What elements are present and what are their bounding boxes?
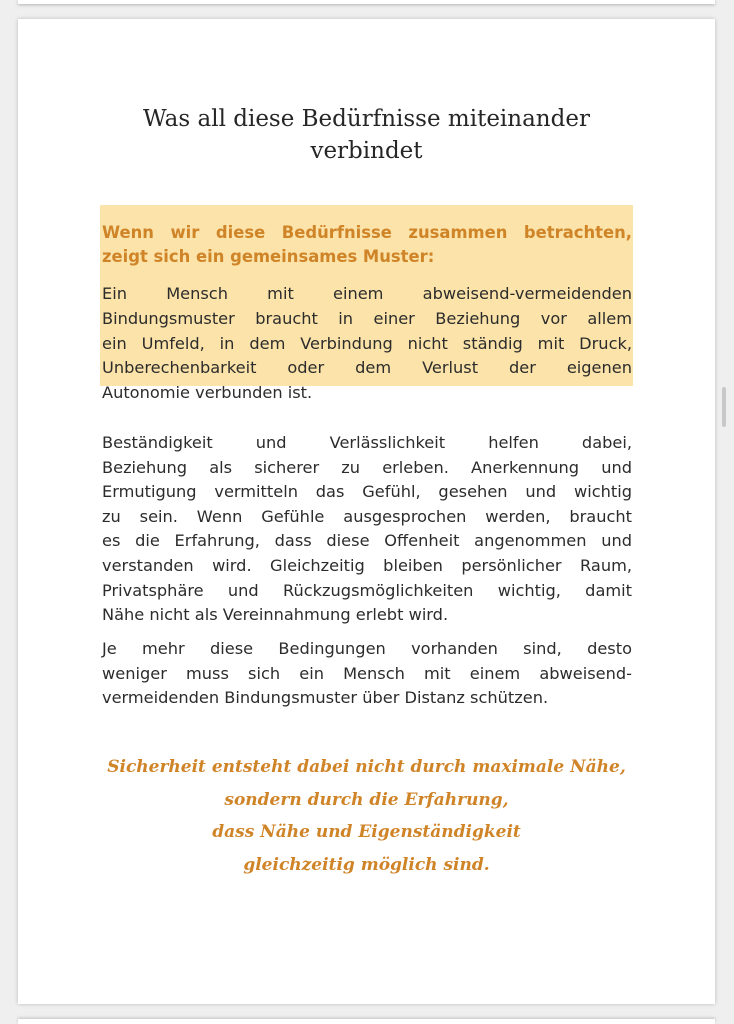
- paragraph-line: verstanden wird. Gleichzeitig bleiben persönlicher Raum,: [102, 555, 632, 575]
- paragraph-line: Ermutigung vermitteln das Gefühl, gesehen und wichtig: [102, 482, 632, 502]
- paragraph-line: Beständigkeit und Verlässlichkeit helfen dabei,: [102, 433, 632, 452]
- paragraph-line: Je mehr diese Bedingungen vorhanden sind, desto: [102, 639, 632, 658]
- highlight-body: [102, 282, 632, 406]
- paragraph-line: Privatsphäre und Rückzugsmöglichkeiten wichtig, damit: [102, 580, 632, 600]
- quote-line: gleichzeitig möglich sind.: [243, 854, 490, 875]
- vertical-scrollbar[interactable]: [722, 387, 726, 427]
- highlight-box: [100, 205, 633, 403]
- quote-line: dass Nähe und Eigenständigkeit: [212, 822, 521, 842]
- document-page: [18, 19, 715, 1004]
- paragraph-line: zu sein. Wenn Gefühle ausgesprochen werden, braucht: [102, 506, 632, 526]
- title-line: verbindet: [310, 138, 423, 164]
- highlight-heading-line: Wenn wir diese Bedürfnisse zusammen betrachten,: [102, 223, 632, 242]
- body-paragraph-2: [102, 637, 632, 711]
- highlight-body-line: Unberechenbarkeit oder dem Verlust der eigenen: [102, 358, 632, 378]
- highlight-body-line: ein Umfeld, in dem Verbindung nicht ständig mit Druck,: [102, 333, 632, 353]
- previous-page-edge: [18, 0, 715, 4]
- highlight-heading-line: zeigt sich ein gemeinsames Muster:: [102, 247, 435, 266]
- highlight-heading: [102, 221, 632, 269]
- body-paragraph-1: [102, 431, 632, 628]
- closing-quote: [18, 751, 715, 881]
- page-title: [18, 103, 715, 167]
- paragraph-line: vermeidenden Bindungsmuster über Distanz schützen.: [102, 688, 549, 708]
- paragraph-line: es die Erfahrung, dass diese Offenheit angenommen und: [102, 531, 632, 551]
- highlight-body-line: Autonomie verbunden ist.: [102, 383, 313, 403]
- title-line: Was all diese Bedürfnisse miteinander: [143, 106, 590, 132]
- paragraph-line: Nähe nicht als Vereinnahmung erlebt wird.: [102, 605, 449, 625]
- paragraph-line: Beziehung als sicherer zu erleben. Anerkennung und: [102, 457, 632, 477]
- quote-line: sondern durch die Erfahrung,: [224, 789, 509, 810]
- quote-line: Sicherheit entsteht dabei nicht durch maximale Nähe,: [107, 757, 626, 777]
- highlight-body-line: Ein Mensch mit einem abweisend-vermeidenden: [102, 284, 632, 303]
- highlight-body-line: Bindungsmuster braucht in einer Beziehung vor allem: [102, 308, 632, 328]
- next-page-edge: [18, 1019, 715, 1024]
- paragraph-line: weniger muss sich ein Mensch mit einem abweisend-: [102, 663, 632, 683]
